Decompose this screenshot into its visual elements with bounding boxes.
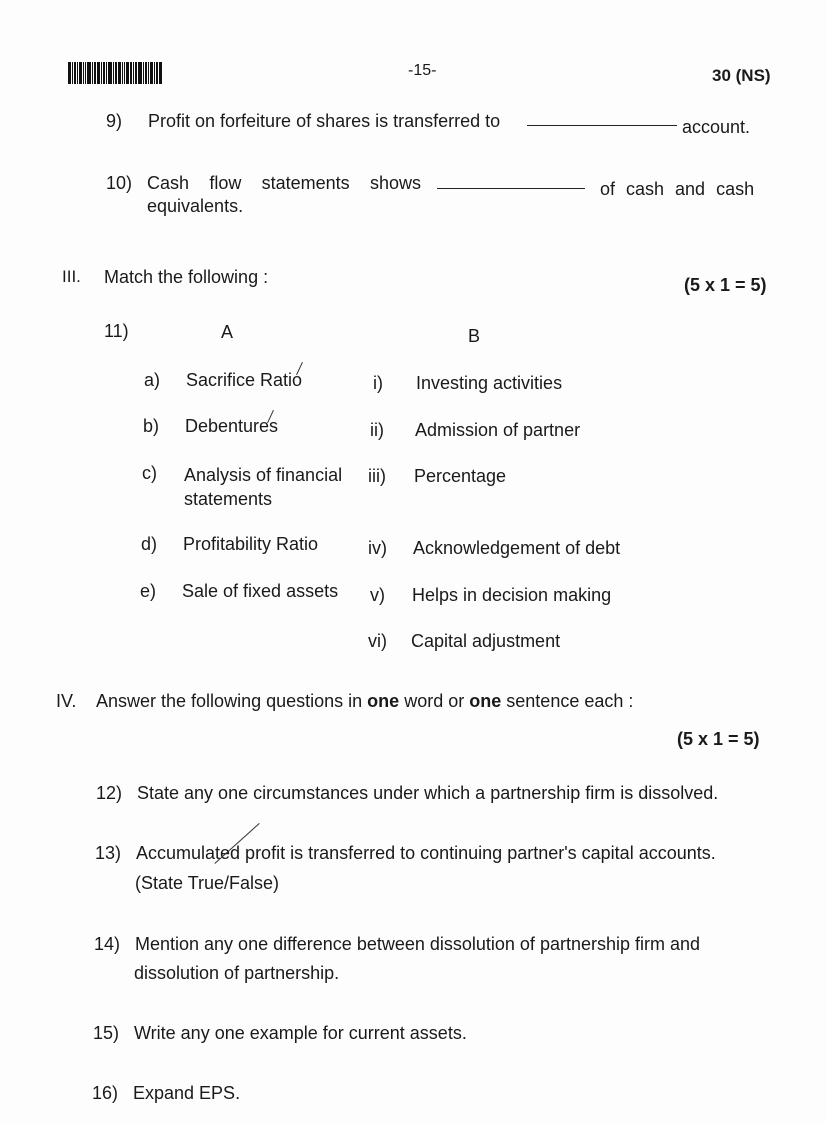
match-key-left: d)	[141, 534, 158, 554]
question-number: 10)	[106, 173, 133, 193]
question-text-continued: (State True/False)	[135, 873, 280, 893]
match-key-left: e)	[140, 581, 157, 601]
section-title: Match the following :	[104, 267, 269, 287]
question-text-after-blank: of cash and cash	[600, 179, 755, 199]
question-text: Accumulated profit is transferred to continuing partner's capital accounts.	[136, 843, 716, 863]
question-number: 11)	[104, 321, 129, 341]
match-item-left: Sacrifice Ratio	[186, 370, 303, 390]
question-text: State any one circumstances under which a partnership firm is dissolved.	[137, 783, 719, 803]
page-number: -15-	[408, 62, 437, 79]
match-item-right: Helps in decision making	[412, 585, 612, 605]
question-text: Mention any one difference between dissolution of partnership firm and	[135, 934, 701, 954]
match-item-left: Sale of fixed assets	[182, 581, 339, 601]
section-roman-numeral: III.	[62, 267, 81, 286]
question-number: 15)	[93, 1023, 120, 1043]
question-number: 16)	[92, 1083, 119, 1103]
answer-blank	[437, 188, 585, 189]
match-item-right: Investing activities	[416, 373, 563, 393]
section-marks: (5 x 1 = 5)	[684, 275, 767, 295]
column-a-heading: A	[221, 322, 234, 342]
section-title: Answer the following questions in one word or one sentence each :	[96, 691, 634, 711]
section-marks: (5 x 1 = 5)	[677, 729, 760, 749]
match-item-right: Capital adjustment	[411, 631, 561, 651]
match-key-right: iv)	[368, 538, 387, 558]
question-text-after-blank: account.	[682, 117, 751, 137]
match-key-left: b)	[143, 416, 160, 436]
match-item-right: Admission of partner	[415, 420, 581, 440]
question-text-continued: dissolution of partnership.	[134, 963, 340, 983]
barcode	[68, 62, 184, 84]
match-key-right: ii)	[370, 420, 384, 440]
question-text: Cash flow statements shows	[147, 173, 421, 193]
question-number: 14)	[94, 934, 121, 954]
match-key-left: a)	[144, 370, 161, 390]
match-item-right: Acknowledgement of debt	[413, 538, 621, 558]
match-key-right: iii)	[368, 466, 386, 486]
question-text: Write any one example for current assets.	[134, 1023, 467, 1043]
question-text: Expand EPS.	[133, 1083, 241, 1103]
question-text-continued: equivalents.	[147, 196, 244, 216]
answer-blank	[527, 125, 677, 126]
column-b-heading: B	[468, 326, 481, 346]
match-key-right: i)	[373, 373, 383, 393]
question-number: 13)	[95, 843, 122, 863]
match-item-left: Profitability Ratio	[183, 534, 319, 554]
match-key-right: v)	[370, 585, 385, 605]
paper-code: 30 (NS)	[712, 66, 771, 85]
question-number: 12)	[96, 783, 123, 803]
match-key-left: c)	[142, 463, 157, 483]
match-item-left: Debentures	[185, 416, 279, 436]
section-roman-numeral: IV.	[56, 691, 77, 711]
question-text: Profit on forfeiture of shares is transferred to	[148, 111, 501, 131]
match-item-left: Analysis of financial statements	[184, 465, 343, 509]
question-number: 9)	[106, 111, 123, 131]
match-key-right: vi)	[368, 631, 387, 651]
match-item-right: Percentage	[414, 466, 507, 486]
